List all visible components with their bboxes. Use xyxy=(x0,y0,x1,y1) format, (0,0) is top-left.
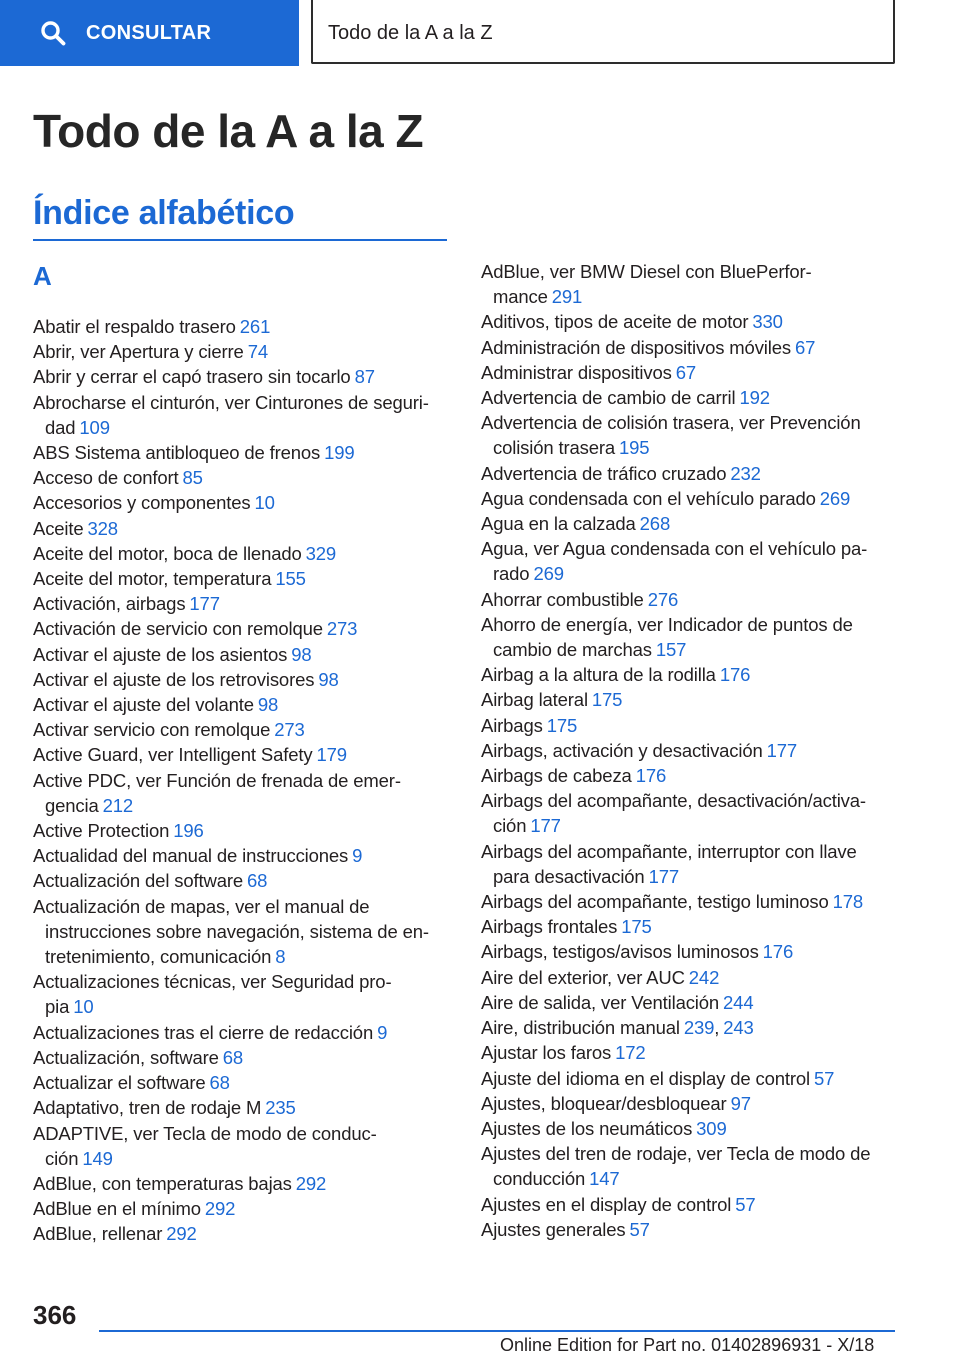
index-entry-text: conducción xyxy=(493,1168,586,1190)
index-entry-text: Airbags xyxy=(481,714,543,736)
page-link[interactable]: 292 xyxy=(295,1172,327,1194)
index-entry xyxy=(33,1196,453,1221)
page-link[interactable]: 10 xyxy=(254,492,275,514)
index-entry xyxy=(481,788,896,838)
page-link[interactable]: 239 xyxy=(683,1017,715,1039)
index-entry: Aire, distribución manual 239, 243 xyxy=(481,1017,754,1039)
index-entry xyxy=(33,541,453,566)
index-entry xyxy=(481,965,896,990)
index-entry xyxy=(33,818,453,843)
index-entry-text: ción xyxy=(493,815,527,837)
index-entry-text: Airbags frontales xyxy=(481,916,618,938)
index-entry-text: Airbag lateral xyxy=(481,689,588,711)
breadcrumb[interactable] xyxy=(311,0,895,64)
page-link[interactable]: 57 xyxy=(813,1067,835,1089)
index-entry xyxy=(481,511,896,536)
index-entry xyxy=(481,486,896,511)
index-entry xyxy=(33,692,453,717)
index-entry-text: Actualizaciones técnicas, ver Seguridad pro- xyxy=(33,971,392,993)
index-entry-text: Ajustes de los neumáticos xyxy=(481,1117,693,1139)
index-entry xyxy=(481,1091,896,1116)
page-link[interactable]: 292 xyxy=(204,1198,236,1220)
index-entry xyxy=(33,339,453,364)
page-link[interactable]: 87 xyxy=(354,366,375,388)
index-entry-text: AdBlue, con temperaturas bajas xyxy=(33,1172,292,1194)
page-link[interactable]: 309 xyxy=(696,1117,727,1139)
index-entry-text: Administración de dispositivos móviles xyxy=(481,336,791,358)
index-entry-text: cambio de marchas xyxy=(493,639,652,661)
page-link[interactable]: 176 xyxy=(762,941,794,963)
index-entry xyxy=(33,1045,453,1070)
index-entry-text: Administrar dispositivos xyxy=(481,361,672,383)
index-entry-text: Advertencia de cambio de carril xyxy=(481,387,736,409)
index-entry-text: Advertencia de colisión trasera, ver Prevención xyxy=(481,412,861,434)
index-entry xyxy=(481,839,896,889)
letter-heading: A xyxy=(33,261,52,291)
page-link[interactable]: 244 xyxy=(723,991,754,1013)
index-entry-text: ADAPTIVE, ver Tecla de modo de conduc- xyxy=(33,1122,377,1144)
page-link[interactable]: 269 xyxy=(533,563,564,585)
index-entry xyxy=(33,1095,453,1120)
page-title: Todo de la A a la Z xyxy=(33,105,424,157)
index-entry xyxy=(481,461,896,486)
page-link[interactable]: 176 xyxy=(635,765,667,787)
page-link[interactable]: 261 xyxy=(239,316,271,337)
page-link[interactable]: 98 xyxy=(291,643,312,665)
section-divider xyxy=(33,239,447,241)
index-column-left xyxy=(33,314,453,1247)
index-entry-text: Ajustes, bloquear/desbloquear xyxy=(481,1092,727,1114)
consult-button[interactable] xyxy=(0,0,299,66)
index-entry xyxy=(481,1066,896,1091)
index-entry-text: tretenimiento, comunicación xyxy=(45,946,272,968)
search-icon xyxy=(40,20,66,46)
index-entry xyxy=(481,385,896,410)
index-entry-text: instrucciones sobre navegación, sistema de en- xyxy=(45,920,429,942)
index-entry xyxy=(33,894,453,970)
index-entry xyxy=(33,742,453,767)
page-link[interactable]: 68 xyxy=(209,1072,230,1094)
page-link[interactable]: 273 xyxy=(326,618,358,640)
index-entry-text: gencia xyxy=(45,794,99,816)
index-entry-text: Agua en la calzada xyxy=(481,513,636,535)
page-link[interactable]: 268 xyxy=(639,513,671,535)
index-entry xyxy=(481,536,896,586)
page-link[interactable]: 85 xyxy=(182,467,203,489)
page-link[interactable]: 9 xyxy=(377,1021,388,1043)
page-link[interactable]: 276 xyxy=(647,588,679,610)
index-entry-text: Active Guard, ver Intelligent Safety xyxy=(33,744,313,766)
page-link[interactable]: 157 xyxy=(655,639,687,661)
page-link[interactable]: 212 xyxy=(102,794,134,816)
index-entry xyxy=(33,1070,453,1095)
page-link[interactable]: 243 xyxy=(723,1017,754,1039)
page-link[interactable]: 97 xyxy=(730,1092,751,1114)
page-link[interactable]: 175 xyxy=(621,916,652,938)
index-entry xyxy=(481,713,896,738)
page-link[interactable]: 329 xyxy=(305,542,337,564)
index-entry-text: Agua, ver Agua condensada con el vehículo pa- xyxy=(481,538,868,560)
index-entry xyxy=(481,763,896,788)
page-link[interactable]: 67 xyxy=(675,361,696,383)
index-entry-text: Activar el ajuste de los asientos xyxy=(33,643,288,665)
index-entry xyxy=(481,1192,896,1217)
page-link[interactable]: 291 xyxy=(551,286,583,308)
index-entry xyxy=(481,1040,896,1065)
page-link[interactable]: 177 xyxy=(530,815,561,837)
index-entry-text: Ahorro de energía, ver Indicador de puntos de xyxy=(481,613,853,635)
page-link[interactable]: 9 xyxy=(352,845,363,867)
index-entry xyxy=(481,1141,896,1191)
index-entry-text: Actualización, software xyxy=(33,1046,219,1068)
index-entry xyxy=(481,738,896,763)
index-entry-text: Activar el ajuste del volante xyxy=(33,694,254,716)
footer-divider xyxy=(99,1330,895,1332)
page-link[interactable]: 328 xyxy=(87,517,118,539)
page-link[interactable]: 67 xyxy=(794,336,816,358)
index-entry-text: Actualización de mapas, ver el manual de xyxy=(33,895,370,917)
index-entry xyxy=(33,566,453,591)
index-entry-text: Ajustes generales xyxy=(481,1218,626,1240)
index-column-right xyxy=(481,259,896,1242)
index-entry xyxy=(481,889,896,914)
page-link[interactable]: 196 xyxy=(173,820,204,842)
index-entry-text: Ahorrar combustible xyxy=(481,588,644,610)
index-entry-text: Ajustar los faros xyxy=(481,1042,612,1064)
index-entry xyxy=(33,364,453,389)
index-entry-text: mance xyxy=(493,286,548,308)
page-link[interactable]: 57 xyxy=(735,1193,756,1215)
page-link[interactable]: 68 xyxy=(247,870,268,892)
page-link[interactable]: 172 xyxy=(615,1042,646,1064)
index-entry-text: Aire de salida, ver Ventilación xyxy=(481,991,720,1013)
index-entry xyxy=(33,868,453,893)
page-link[interactable]: 242 xyxy=(688,966,720,988)
index-entry xyxy=(481,309,896,334)
index-entry-text: Aceite xyxy=(33,517,84,539)
index-entry xyxy=(481,990,896,1015)
index-entry xyxy=(33,642,453,667)
index-entry xyxy=(33,465,453,490)
index-entry-text: Actualidad del manual de instrucciones xyxy=(33,845,349,867)
index-entry xyxy=(33,516,453,541)
page-link[interactable]: 98 xyxy=(318,668,339,690)
index-entry-text: ABS Sistema antibloqueo de frenos xyxy=(33,442,321,464)
index-entry-text: Airbags de cabeza xyxy=(481,765,632,787)
page-link[interactable]: 8 xyxy=(275,946,286,968)
index-entry xyxy=(33,314,453,339)
index-entry xyxy=(481,687,896,712)
page-link[interactable]: 292 xyxy=(166,1223,197,1245)
page-link[interactable]: 235 xyxy=(265,1097,296,1119)
index-entry-text: Aditivos, tipos de aceite de motor xyxy=(481,311,749,333)
index-entry-text: Accesorios y componentes xyxy=(33,492,251,514)
page-link[interactable]: 149 xyxy=(82,1147,113,1169)
breadcrumb-label: Todo de la A a la Z xyxy=(328,22,493,44)
index-entry-text: Airbags del acompañante, desactivación/activa- xyxy=(481,790,866,812)
index-entry-text: Airbag a la altura de la rodilla xyxy=(481,664,716,686)
index-entry xyxy=(33,390,453,440)
index-entry-text: AdBlue, ver BMW Diesel con BluePerfor- xyxy=(481,261,812,282)
index-entry-text: Ajustes en el display de control xyxy=(481,1193,732,1215)
index-entry-text: Adaptativo, tren de rodaje M xyxy=(33,1097,262,1119)
index-entry-text: rado xyxy=(493,563,530,585)
page-link[interactable]: 109 xyxy=(79,416,110,438)
index-entry xyxy=(33,1020,453,1045)
index-entry-text: ción xyxy=(45,1147,79,1169)
index-entry-text: Activación, airbags xyxy=(33,593,186,615)
index-entry xyxy=(481,662,896,687)
index-entry-text: Aceite del motor, boca de llenado xyxy=(33,542,302,564)
page-link[interactable]: 175 xyxy=(546,714,578,736)
index-entry-text: Activar el ajuste de los retrovisores xyxy=(33,668,315,690)
section-title: Índice alfabético xyxy=(33,194,295,232)
page-link[interactable]: 195 xyxy=(619,437,650,459)
index-entry-text: Ajustes del tren de rodaje, ver Tecla de modo de xyxy=(481,1143,871,1165)
page-link[interactable]: 177 xyxy=(766,739,798,761)
index-entry xyxy=(33,1121,453,1171)
page-link[interactable]: 192 xyxy=(739,387,770,409)
page-link[interactable]: 273 xyxy=(274,719,305,741)
page-link[interactable]: 175 xyxy=(591,689,623,711)
page-link[interactable]: 155 xyxy=(275,568,306,590)
index-entry xyxy=(481,335,896,360)
page-link[interactable]: 98 xyxy=(257,694,279,716)
index-entry xyxy=(481,914,896,939)
index-entry xyxy=(33,768,453,818)
page-link[interactable]: 232 xyxy=(730,462,761,484)
index-entry-text: AdBlue en el mínimo xyxy=(33,1198,201,1220)
index-entry-text: Airbags del acompañante, interruptor con llave xyxy=(481,840,857,862)
index-entry xyxy=(481,1217,896,1242)
index-entry xyxy=(33,591,453,616)
index-entry xyxy=(481,612,896,662)
index-entry-text: Abatir el respaldo trasero xyxy=(33,316,236,337)
index-entry-text: Aceite del motor, temperatura xyxy=(33,568,272,590)
index-entry xyxy=(33,717,453,742)
edition-footer: Online Edition for Part no. 01402896931 - X/18 xyxy=(500,1335,875,1355)
index-entry-text: Airbags del acompañante, testigo luminoso xyxy=(481,891,829,913)
index-entry-text: Airbags, activación y desactivación xyxy=(481,739,763,761)
index-entry-text: Ajuste del idioma en el display de control xyxy=(481,1067,810,1089)
page-link[interactable]: 179 xyxy=(316,744,347,766)
index-entry-text: dad xyxy=(45,416,76,438)
page-link[interactable]: 199 xyxy=(324,442,355,464)
index-entry-text: Advertencia de tráfico cruzado xyxy=(481,462,727,484)
page-link[interactable]: 178 xyxy=(832,891,864,913)
page-link[interactable]: 57 xyxy=(629,1218,650,1240)
index-entry-text: Actualizaciones tras el cierre de redacción xyxy=(33,1021,374,1043)
page-link[interactable]: 177 xyxy=(189,593,220,615)
index-entry xyxy=(481,1116,896,1141)
page-link[interactable]: 74 xyxy=(247,341,268,363)
index-entry xyxy=(33,616,453,641)
index-entry xyxy=(481,587,896,612)
index-entry-text: pia xyxy=(45,996,70,1018)
index-entry-text: Active Protection xyxy=(33,820,170,842)
index-entry xyxy=(33,440,453,465)
page-number: 366 xyxy=(33,1300,77,1330)
index-entry-text: Abrir, ver Apertura y cierre xyxy=(33,341,244,363)
index-entry-text: AdBlue, rellenar xyxy=(33,1223,163,1245)
index-entry xyxy=(33,490,453,515)
index-entry xyxy=(33,1171,453,1196)
index-entry-text: Abrocharse el cinturón, ver Cinturones de seguri- xyxy=(33,391,429,413)
index-entry xyxy=(33,843,453,868)
page-link[interactable]: 176 xyxy=(719,664,751,686)
index-entry-text: Airbags, testigos/avisos luminosos xyxy=(481,941,759,963)
index-entry-text: Aire, distribución manual xyxy=(481,1017,680,1039)
index-entry xyxy=(481,410,896,460)
page-link[interactable]: 147 xyxy=(589,1168,620,1190)
page-link[interactable]: 68 xyxy=(222,1046,244,1068)
consult-label: CONSULTAR xyxy=(86,21,212,44)
index-entry xyxy=(33,667,453,692)
index-entry xyxy=(33,969,453,1019)
index-entry-text: Active PDC, ver Función de frenada de emer- xyxy=(33,769,401,791)
index-entry xyxy=(481,360,896,385)
index-entry-text: Abrir y cerrar el capó trasero sin tocarlo xyxy=(33,366,351,388)
page-link[interactable]: 177 xyxy=(648,865,679,887)
index-entry xyxy=(481,259,896,309)
page-link[interactable]: 269 xyxy=(819,487,851,509)
index-entry-text: Actualizar el software xyxy=(33,1072,206,1094)
page-link[interactable]: 10 xyxy=(73,996,94,1018)
index-entry-text: para desactivación xyxy=(493,865,645,887)
index-entry-text: Actualización del software xyxy=(33,870,243,892)
top-bar xyxy=(0,0,960,66)
index-entry-text: Agua condensada con el vehículo parado xyxy=(481,487,816,509)
index-entry xyxy=(481,939,896,964)
index-entry-text: colisión trasera xyxy=(493,437,616,459)
index-entry-text: Aire del exterior, ver AUC xyxy=(481,966,685,988)
index-entry xyxy=(33,1221,453,1246)
index-entry-text: Activar servicio con remolque xyxy=(33,719,271,741)
page-link[interactable]: 330 xyxy=(752,311,783,333)
index-entry-text: Acceso de confort xyxy=(33,467,179,489)
index-entry-text: Activación de servicio con remolque xyxy=(33,618,323,640)
